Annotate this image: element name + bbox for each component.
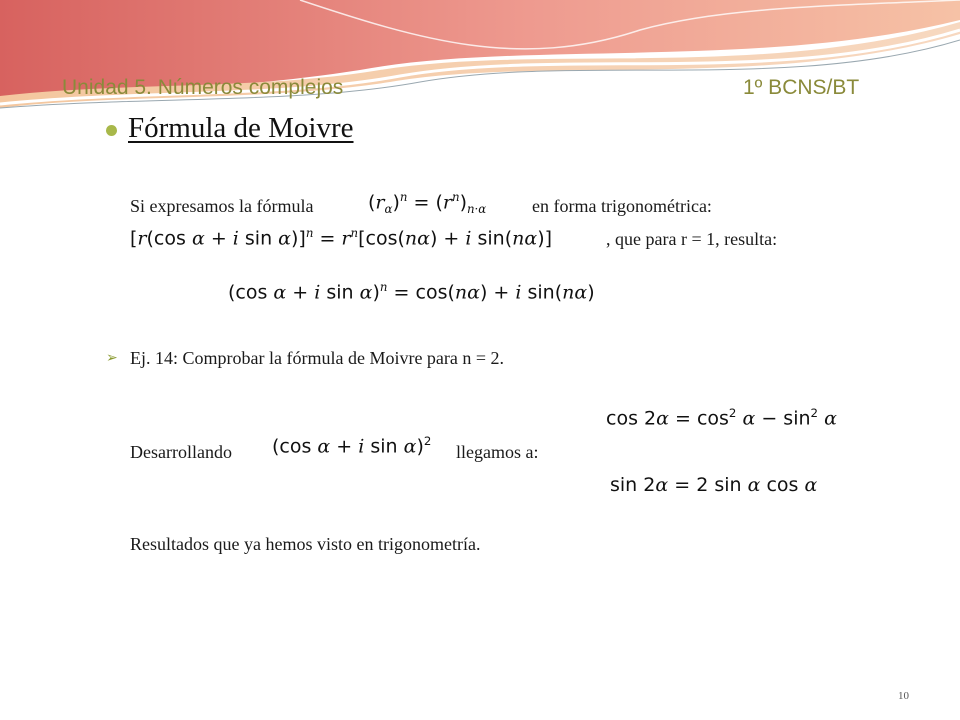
formula-sin2a: sin 2α = 2 sin α cos α: [610, 474, 818, 496]
formula-powers: $(r_\alpha)^n = (r^n)_{n\cdot\alpha}$: [368, 190, 487, 217]
formula-trigonometric: [r(cos α + i $\sin \alpha)]^n = r^n[\cos(n\alpha) + i$ sin(nα)]: [130, 226, 553, 250]
reach-text: llegamos a:: [456, 442, 539, 462]
exercise-text: Ej. 14: Comprobar la fórmula de Moivre para n = 2.: [130, 348, 505, 368]
intro-text: Si expresamos la fórmula: [130, 196, 314, 216]
title-bullet-icon: [106, 125, 117, 136]
formula-cos2a: $\cos 2\alpha = \cos^2 \alpha - \sin^2 \alpha$: [606, 406, 837, 430]
page-number: 10: [898, 690, 909, 702]
conclusion-text: Resultados que ya hemos visto en trigonometría.: [130, 534, 481, 554]
result-text: , que para r = 1, resulta:: [606, 229, 778, 249]
unit-title: Unidad 5. Números complejos: [62, 76, 344, 99]
formula-moivre: (cos α + i sin α)$^n$ = cos(nα) + i sin(nα): [228, 280, 595, 304]
formula-square: (cos α + i sin α)$^2$: [272, 434, 432, 458]
develop-text: Desarrollando: [130, 442, 232, 462]
slide-title: Fórmula de Moivre: [128, 112, 354, 144]
intro-text-2: en forma trigonométrica:: [532, 196, 712, 216]
course-label: 1º BCNS/BT: [743, 76, 860, 99]
arrow-bullet-icon: ➢: [106, 350, 118, 366]
